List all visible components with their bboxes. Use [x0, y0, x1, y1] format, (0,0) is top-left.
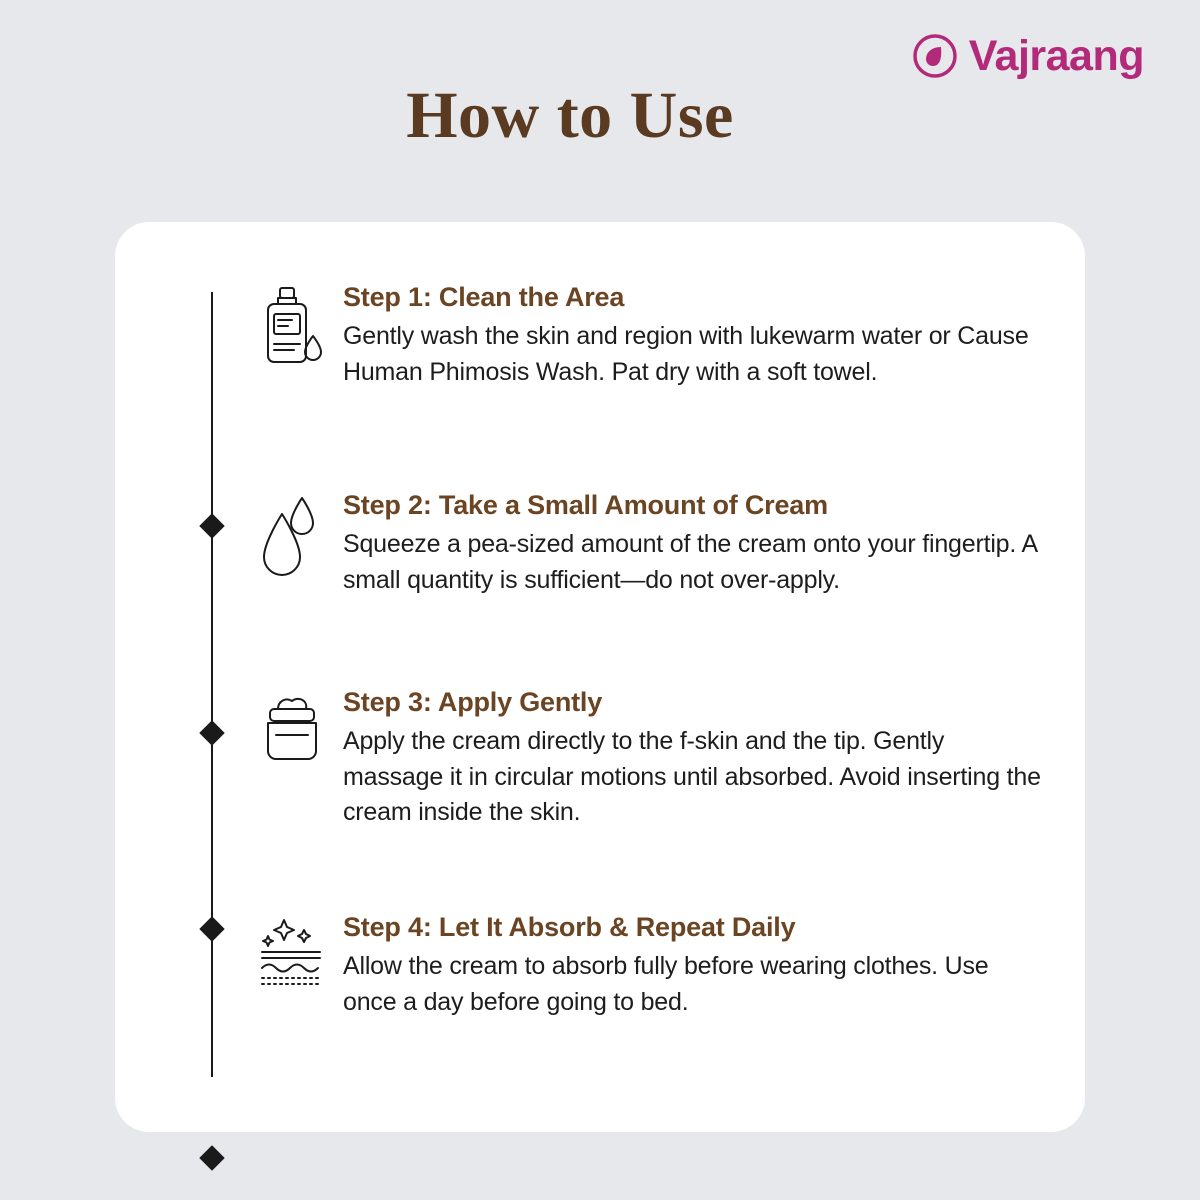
circle-leaf-logo-icon — [913, 34, 957, 78]
timeline-marker-2 — [199, 720, 224, 745]
step-description: Apply the cream directly to the f-skin and the tip. Gently massage it in circular motions until absorbed. Avoid inserting the cream inside the skin. — [343, 727, 1041, 826]
water-droplets-icon — [245, 490, 337, 580]
step-description: Allow the cream to absorb fully before wearing clothes. Use once a day before going to bed. — [343, 952, 989, 1016]
step-description: Squeeze a pea-sized amount of the cream onto your fingertip. A small quantity is sufficient—do not over-apply. — [343, 530, 1037, 594]
list-item — [245, 912, 1045, 1020]
step-title: Step 3: Apply Gently — [343, 687, 603, 717]
list-item — [245, 687, 1045, 831]
brand-name: Vajraang — [968, 31, 1144, 80]
timeline-marker-4 — [199, 1145, 224, 1170]
brand-logo — [913, 31, 1144, 80]
list-item — [245, 282, 1045, 390]
absorbing-skin-layers-icon — [245, 912, 337, 996]
cream-jar-icon — [245, 687, 337, 773]
step-description: Gently wash the skin and region with lukewarm water or Cause Human Phimosis Wash. Pat dry with a soft towel. — [343, 322, 1029, 386]
step-title: Step 4: Let It Absorb & Repeat Daily — [343, 912, 796, 942]
timeline-marker-1 — [199, 513, 224, 538]
page-title: How to Use — [406, 79, 734, 152]
steps-card — [115, 222, 1085, 1132]
bottle-with-droplet-icon — [245, 282, 337, 382]
timeline-marker-3 — [199, 916, 224, 941]
step-title: Step 1: Clean the Area — [343, 282, 625, 312]
step-title: Step 2: Take a Small Amount of Cream — [343, 490, 828, 520]
list-item — [245, 490, 1045, 598]
timeline-line — [211, 292, 213, 1077]
